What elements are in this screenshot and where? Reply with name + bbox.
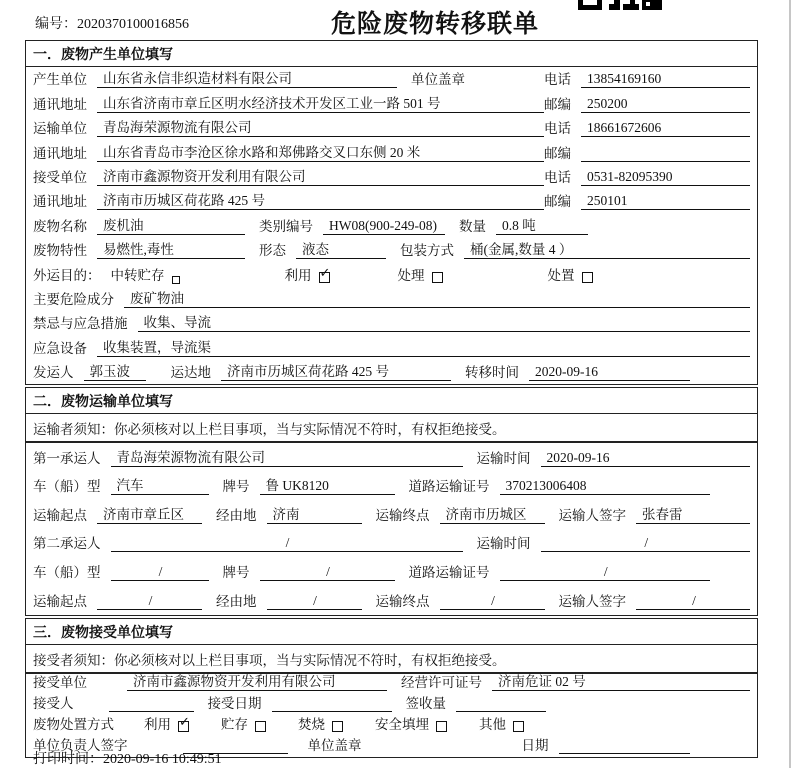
route-end-2-value: / (440, 593, 545, 610)
consignor-label: 发运人 (33, 365, 74, 381)
section-producer (25, 40, 758, 385)
treat-checkbox (432, 272, 443, 283)
second-carrier-value: / (111, 535, 463, 552)
second-carrier-label: 第二承运人 (33, 536, 101, 552)
packaging-value: 桶(金属,数量 4 ） (464, 238, 750, 259)
route-end-value: 济南市历城区 (440, 503, 545, 524)
form-state-value: 液态 (296, 238, 386, 259)
receiver-address-value: 济南市历城区荷花路 425 号 (97, 189, 544, 210)
acceptor-label: 接受人 (33, 696, 74, 712)
contraindications-label: 禁忌与应急措施 (33, 316, 128, 332)
transporter-notice: 运输者须知：你必须核对以上栏目事项，当与实际情况不符时，有权拒绝接受。 (26, 414, 757, 443)
section-receiver-title: 三．废物接受单位填写 (26, 619, 757, 645)
received-quantity-label: 签收量 (405, 696, 446, 712)
section-producer-title: 一．废物产生单位填写 (26, 41, 757, 67)
row-consignor (33, 360, 750, 384)
carrier-signature-label: 运输人签字 (558, 507, 626, 523)
section-transporter-title: 二．废物运输单位填写 (26, 388, 757, 414)
receiver-unit-label: 接受单位 (33, 169, 87, 185)
print-timestamp-value: 2020-09-16 10:49:51 (103, 752, 222, 767)
route-origin-label: 运输起点 (33, 507, 87, 523)
disposal-landfill-label: 安全填埋 (375, 717, 429, 733)
row-waste-traits (33, 238, 750, 262)
disposal-storage-checkbox (255, 721, 266, 732)
page-title: 危险废物转移联单 (331, 10, 540, 38)
dispose-label: 处置 (547, 267, 575, 283)
category-code-value: HW08(900-249-08) (323, 218, 445, 235)
transport-time-2-label: 运输时间 (476, 536, 531, 552)
treat-label: 处理 (397, 267, 425, 283)
receiver-phone-value: 0531-82095390 (581, 169, 750, 186)
print-timestamp-label: 打印时间： (33, 752, 103, 767)
receiver-phone-label: 电话 (544, 169, 571, 185)
disposal-other-label: 其他 (479, 717, 506, 733)
disposal-landfill-checkbox (436, 721, 447, 732)
via-2-value: / (267, 593, 362, 610)
road-permit-2-value: / (500, 564, 711, 581)
row-emergency-equipment (33, 335, 750, 359)
category-code-label: 类别编号 (259, 218, 313, 234)
plate-number-label: 牌号 (222, 479, 250, 495)
vehicle-type-label: 车（船）型 (33, 479, 101, 495)
unit-seal-2-label: 单位盖章 (307, 737, 362, 753)
waste-name-value: 废机油 (97, 214, 245, 235)
utilize-checkbox: ✓ (319, 265, 331, 281)
producer-zip-value: 250200 (581, 96, 750, 113)
row-accepting-unit (33, 674, 750, 695)
row-receiver-address (33, 189, 750, 213)
document-number (35, 13, 189, 33)
row-vehicle-2 (33, 557, 750, 586)
quantity-label: 数量 (459, 218, 486, 234)
transfer-date-value: 2020-09-16 (529, 364, 690, 381)
row-receiver-unit (33, 165, 750, 189)
row-waste-name (33, 213, 750, 237)
transport-phone-label: 电话 (544, 121, 571, 137)
waste-traits-label: 废物特性 (33, 243, 87, 259)
quantity-value: 0.8 吨 (496, 214, 588, 235)
transport-time-label: 运输时间 (476, 450, 531, 466)
date-value (559, 753, 691, 754)
qr-code-fragment (578, 0, 662, 10)
transport-address-value: 山东省青岛市李沧区徐水路和郑佛路交叉口东侧 20 米 (97, 141, 544, 162)
section-transporter (25, 387, 758, 616)
hazard-components-value: 废矿物油 (124, 287, 750, 308)
row-route-2 (33, 586, 750, 615)
accepting-unit-label: 接受单位 (33, 675, 87, 691)
document-number-value: 2020370100016856 (77, 17, 189, 32)
road-permit-label: 道路运输证号 (408, 479, 490, 495)
accept-date-label: 接受日期 (207, 696, 262, 712)
row-outbound-purpose (33, 262, 750, 286)
row-first-carrier (33, 443, 750, 472)
waste-traits-value: 易燃性,毒性 (97, 238, 245, 259)
first-carrier-value: 青岛海荣源物流有限公司 (111, 446, 463, 467)
disposal-other-checkbox (513, 721, 524, 732)
disposal-storage-label: 贮存 (221, 717, 248, 733)
unit-seal-label: 单位盖章 (411, 72, 465, 88)
receiver-unit-value: 济南市鑫源物资开发利用有限公司 (97, 165, 544, 186)
transfer-storage-checkbox (172, 276, 180, 284)
transport-phone-value: 18661672606 (581, 120, 750, 137)
route-origin-2-label: 运输起点 (33, 593, 87, 609)
scan-edge-line (789, 0, 791, 768)
disposal-incinerate-label: 焚烧 (298, 717, 325, 733)
plate-number-2-value: / (260, 564, 395, 581)
route-origin-2-value: / (97, 593, 202, 610)
disposal-method-label: 废物处置方式 (33, 717, 114, 733)
responsible-signature-label: 单位负责人签字 (33, 737, 128, 753)
route-end-2-label: 运输终点 (375, 593, 430, 609)
producer-phone-label: 电话 (544, 72, 571, 88)
carrier-signature-value: 张春雷 (636, 503, 750, 524)
producer-unit-label: 产生单位 (33, 72, 87, 88)
print-timestamp (33, 748, 222, 768)
document-number-label: 编号： (35, 17, 77, 32)
row-producer-address (33, 91, 750, 115)
row-transport-address (33, 140, 750, 164)
receiver-zip-value: 250101 (581, 193, 750, 210)
transport-address-label: 通讯地址 (33, 145, 87, 161)
producer-address-label: 通讯地址 (33, 96, 87, 112)
receiver-notice: 接受者须知：你必须核对以上栏目事项，当与实际情况不符时，有权拒绝接受。 (26, 645, 757, 674)
date-label: 日期 (521, 737, 549, 753)
outbound-purpose-label: 外运目的： (33, 267, 101, 283)
first-carrier-label: 第一承运人 (33, 450, 101, 466)
vehicle-type-value: 汽车 (111, 474, 209, 495)
accept-date-value (272, 711, 392, 712)
form-state-label: 形态 (259, 243, 286, 259)
disposal-incinerate-checkbox (332, 721, 343, 732)
transport-zip-label: 邮编 (544, 145, 571, 161)
transport-time-value: 2020-09-16 (541, 450, 751, 467)
plate-number-value: 鲁 UK8120 (260, 474, 395, 495)
receiver-address-label: 通讯地址 (33, 194, 87, 210)
row-route-1 (33, 500, 750, 529)
dispose-checkbox (582, 272, 593, 283)
row-disposal-method (33, 715, 750, 736)
manifest-form (25, 40, 758, 760)
via-label: 经由地 (216, 507, 257, 523)
destination-label: 运达地 (170, 365, 211, 381)
packaging-label: 包装方式 (400, 243, 454, 259)
receiver-zip-label: 邮编 (544, 194, 571, 210)
transport-zip-value (581, 161, 750, 162)
accepting-unit-value: 济南市鑫源物资开发利用有限公司 (127, 670, 387, 691)
row-hazard-components (33, 287, 750, 311)
producer-address-value: 山东省济南市章丘区明水经济技术开发区工业一路 501 号 (97, 92, 544, 113)
transport-unit-value: 青岛海荣源物流有限公司 (97, 116, 544, 137)
row-contraindications (33, 311, 750, 335)
disposal-utilize-checkbox: ✓ (179, 715, 190, 731)
row-transport-unit (33, 116, 750, 140)
destination-value: 济南市历城区荷花路 425 号 (221, 360, 451, 381)
road-permit-value: 370213006408 (500, 478, 711, 495)
emergency-equipment-value: 收集装置，导流渠 (97, 336, 750, 357)
via-value: 济南 (267, 503, 362, 524)
road-permit-2-label: 道路运输证号 (408, 565, 490, 581)
license-number-label: 经营许可证号 (401, 675, 482, 691)
carrier-signature-2-value: / (636, 593, 750, 610)
consignor-value: 郭玉波 (84, 360, 146, 381)
vehicle-type-2-value: / (111, 564, 209, 581)
transfer-date-label: 转移时间 (465, 365, 519, 381)
transfer-storage-label: 中转贮存 (110, 267, 165, 283)
transport-unit-label: 运输单位 (33, 121, 87, 137)
producer-phone-value: 13854169160 (581, 71, 750, 88)
emergency-equipment-label: 应急设备 (33, 340, 87, 356)
waste-name-label: 废物名称 (33, 218, 87, 234)
row-producer-unit (33, 67, 750, 91)
disposal-utilize-label: 利用 (144, 717, 171, 733)
producer-unit-value: 山东省永信非织造材料有限公司 (97, 67, 397, 88)
contraindications-value: 收集、导流 (138, 311, 751, 332)
route-end-label: 运输终点 (375, 507, 430, 523)
carrier-signature-2-label: 运输人签字 (558, 593, 626, 609)
transport-time-2-value: / (541, 535, 751, 552)
row-second-carrier (33, 529, 750, 558)
via-2-label: 经由地 (216, 593, 257, 609)
producer-zip-label: 邮编 (544, 96, 571, 112)
row-vehicle-1 (33, 472, 750, 501)
plate-number-2-label: 牌号 (222, 565, 250, 581)
section-receiver (25, 618, 758, 758)
hazard-components-label: 主要危险成分 (33, 291, 114, 307)
vehicle-type-2-label: 车（船）型 (33, 565, 101, 581)
utilize-label: 利用 (284, 267, 312, 283)
route-origin-value: 济南市章丘区 (97, 503, 202, 524)
license-number-value: 济南危证 02 号 (492, 670, 750, 691)
